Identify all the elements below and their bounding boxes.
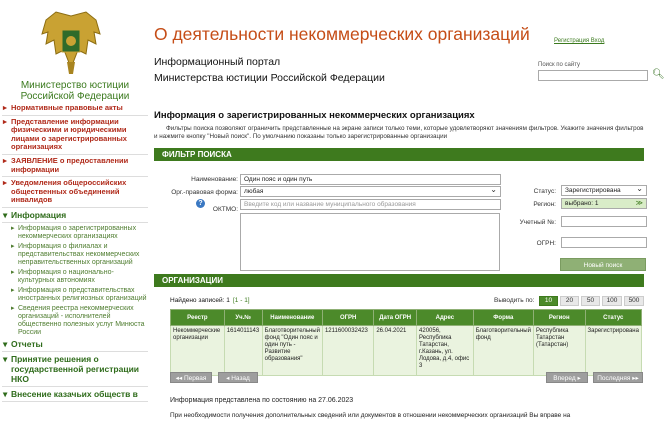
auth-links[interactable]: Регистрация Вход [554,38,605,44]
cell-ogrn-date: 26.04.2021 [374,326,417,376]
nav-subitem-branches[interactable] [2,243,148,267]
column-header[interactable]: Регион [533,310,585,326]
per-page-100[interactable]: 100 [602,296,622,306]
sidebar [0,0,150,431]
data-status-line: Информация представлена по состоянию на 27.06.2023 [170,397,354,404]
ministry-name: Министерство юстиции Российской Федерации [20,80,130,102]
arrow-right-icon: ▸ [11,286,15,294]
arrow-down-icon: ▾ [3,388,8,399]
arrow-right-icon: ▸ [11,224,15,232]
region-select[interactable] [561,198,647,209]
cell-status: Зарегистрирована [585,326,641,376]
arrow-down-icon: ▾ [3,209,8,220]
nav-label: Принятие решения о государственной регистрации НКО [11,353,140,384]
site-search-input[interactable] [538,70,648,81]
section-description: Фильтры поиска позволяют ограничить представленные на экране записи только теми, которые удовлетворяют значениям фильтров. Укажите значения фильтров и нажмите кнопку "Новый поиск". По умолчанию показаны только зарегистрированные организации [154,125,644,140]
help-icon[interactable]: ? [196,199,205,208]
per-page-500[interactable]: 500 [624,296,644,306]
per-page-50[interactable]: 50 [581,296,600,306]
organizations-header: ОРГАНИЗАЦИИ [154,274,644,287]
arrow-down-icon: ▾ [3,353,8,364]
cell-name: Благотворительный фонд "Один пояс и один путь - Развитие образования" [262,326,322,376]
arrow-right-icon: ▸ [3,103,7,112]
oktmo-label: ОКТМО: [212,206,238,213]
nav-label: Уведомления общероссийских общественных объединений инвалидов [11,178,127,205]
cell-address: 420056, Республика Татарстан, г.Казань, ул. Лодова, д.4, офис 3 [417,326,474,376]
opf-select[interactable]: любая ⌄ [240,186,501,197]
last-label: Последняя [597,375,631,382]
nav-item-application[interactable] [2,157,148,177]
per-page-10[interactable]: 10 [539,296,558,306]
cell-number: 1614011143 [224,326,262,376]
nav-label: Информация [11,209,67,220]
ministry-emblem-icon [38,10,104,78]
nav-subitem-registry[interactable] [2,305,148,337]
next-label: Вперед [553,375,576,382]
status-label: Статус: [533,188,556,195]
nav-label: Сведения реестра некоммерческих организаций - исполнителей общественно полезных услуг Минюста России [18,304,145,336]
column-header[interactable]: Уч.№ [224,310,262,326]
oktmo-list[interactable] [240,213,500,271]
search-icon[interactable]: 🔍︎ [652,69,665,80]
column-header[interactable]: Форма [473,310,533,326]
region-label: Регион: [533,201,556,208]
organizations-table [170,309,642,376]
filter-header: ФИЛЬТР ПОИСКА [154,148,644,161]
table-header-row [171,310,642,326]
region-value: выбрано: 1 [565,200,599,207]
section-title: Информация о зарегистрированных некоммерческих организациях [154,110,475,121]
column-header[interactable]: ОГРН [322,310,373,326]
first-label: Первая [183,375,207,382]
nav-item-information[interactable] [2,210,148,223]
arrow-down-icon: ▾ [3,338,8,349]
portal-title-line2: Министерства юстиции Российской Федерации [154,72,385,84]
column-header[interactable]: Дата ОГРН [374,310,417,326]
arrow-right-icon: ▸ [3,178,7,188]
records-found: Найдено записей: 1 [170,297,230,304]
column-header[interactable]: Статус [585,310,641,326]
name-input[interactable]: Один пояс и один путь [240,174,501,185]
column-header[interactable]: Адрес [417,310,474,326]
sidebar-nav [2,104,148,404]
portal-title-line1: Информационный портал [154,56,281,68]
nav-item-registration-decision[interactable] [2,354,148,387]
uchet-input[interactable] [561,216,647,227]
prev-label: Назад [231,375,250,382]
cell-region: Республика Татарстан (Татарстан) [533,326,585,376]
first-page-button[interactable]: ◂◂ Первая [170,372,212,383]
nav-subitem-religious[interactable] [2,287,148,303]
ogrn-input[interactable] [561,237,647,248]
cell-ogrn: 1211600032423 [322,326,373,376]
nav-item-info-submission[interactable] [2,118,148,155]
next-page-button[interactable]: Вперед ▸ [546,372,588,383]
chevron-down-icon: ≫ [635,200,643,207]
column-header[interactable]: Реестр [171,310,225,326]
last-page-button[interactable]: Последняя ▸▸ [593,372,643,383]
nav-label: Внесение казачьих обществ в [11,388,138,399]
table-row[interactable] [171,326,642,376]
status-select[interactable]: Зарегистрирована ⌄ [561,185,647,196]
nav-label: Информация о зарегистрированных некоммерческих организациях [18,224,137,240]
arrow-right-icon: ▸ [3,116,7,126]
page-title: О деятельности некоммерческих организаций [154,24,530,44]
opf-label: Орг.-правовая форма: [171,189,238,196]
nav-label: Информация о представительствах иностранных религиозных организаций [18,286,147,302]
arrow-right-icon: ▸ [11,304,15,312]
uchet-label: Учетный №: [519,219,556,226]
per-page-20[interactable]: 20 [560,296,579,306]
oktmo-input[interactable]: Введите код или название муниципального образования [240,199,501,210]
cell-form: Благотворительный фонд [473,326,533,376]
nav-item-legal-acts[interactable] [2,104,148,116]
nav-label: ЗАЯВЛЕНИЕ о предоставлении информации [11,155,129,174]
ogrn-label: ОГРН: [536,240,556,247]
prev-page-button[interactable]: ◂ Назад [218,372,258,383]
main-content [150,0,670,431]
pager-range[interactable]: [1 - 1] [233,297,250,304]
nav-item-cossack[interactable] [2,389,148,402]
arrow-right-icon: ▸ [11,242,15,250]
cell-registry: Некоммерческие организации [171,326,225,376]
nav-item-notifications[interactable] [2,179,148,208]
nav-label: Информация о национально-культурных автономиях [18,268,114,284]
site-search-label: Поиск по сайту [538,62,581,68]
nav-label: Отчеты [11,338,43,349]
new-search-button[interactable]: Новый поиск [560,258,646,271]
arrow-right-icon: ▸ [11,268,15,276]
per-page-label: Выводить по: [494,297,535,304]
nav-subitem-registered[interactable] [2,225,148,241]
nav-label: Представление информации физическими и юридическими лицами о зарегистрированных организациях [11,116,127,152]
nav-item-reports[interactable] [2,339,148,352]
nav-label: Нормативные правовые акты [11,103,123,112]
nav-subitem-autonomies[interactable] [2,269,148,285]
more-info-text: При необходимости получения дополнительных сведений или документов в отношении некоммерческих организаций Вы вправе на [170,412,571,419]
arrow-right-icon: ▸ [3,155,7,165]
column-header[interactable]: Наименование [262,310,322,326]
nav-label: Информация о филиалах и представительствах некоммерческих неправительственных организаций [18,242,140,266]
name-label: Наименование: [191,176,238,183]
